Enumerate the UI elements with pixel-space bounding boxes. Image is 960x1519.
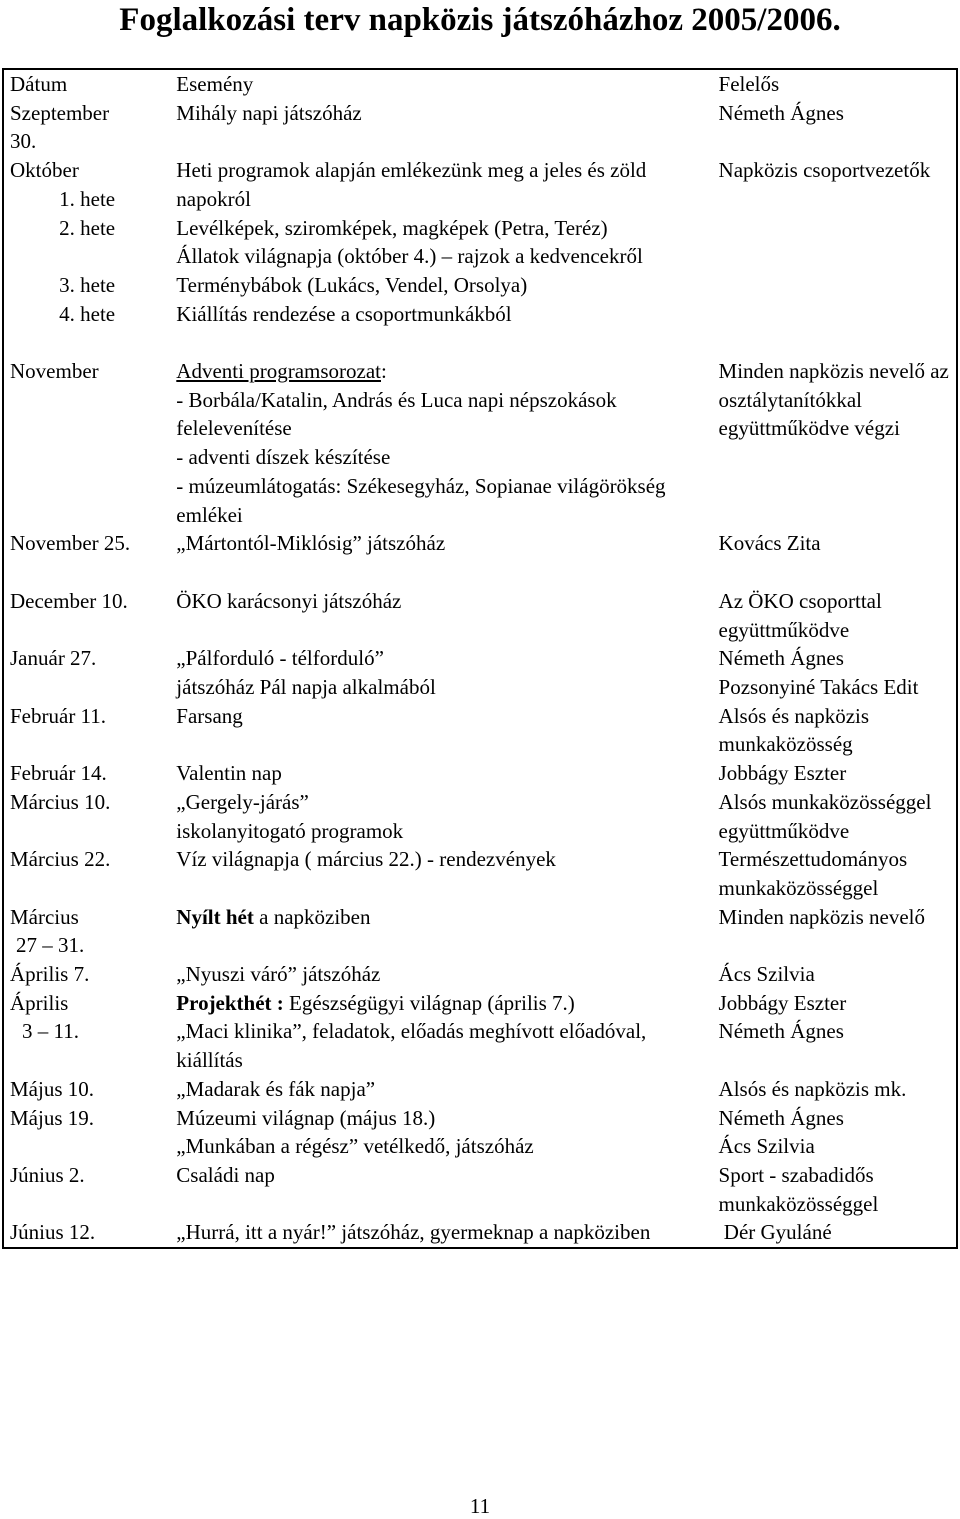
table-row-november bbox=[3, 357, 957, 529]
event-line: iskolanyitogató programok bbox=[176, 818, 404, 843]
event-cell: Családi nap bbox=[176, 1162, 275, 1187]
event-line: „Munkában a régész” vetélkedő, játszóház bbox=[176, 1134, 534, 1159]
date-cell: Február 14. bbox=[10, 761, 107, 786]
responsible-cell bbox=[713, 989, 957, 1075]
date-range: 3 – 11. bbox=[22, 1019, 79, 1044]
table-row-mar27 bbox=[3, 903, 957, 960]
event-cell bbox=[170, 156, 712, 357]
table-row-feb11 bbox=[3, 702, 957, 759]
responsible-cell: Alsós munkaközösséggel együttműködve bbox=[718, 789, 932, 843]
date-cell: Március 22. bbox=[10, 847, 111, 872]
week-label: 2. hete bbox=[59, 215, 116, 240]
event-item: - adventi díszek készítése bbox=[176, 445, 391, 470]
date-cell: November 25. bbox=[10, 531, 131, 556]
responsible-cell: Ács Szilvia bbox=[718, 962, 815, 987]
event-bold: Nyílt hét bbox=[176, 904, 254, 929]
event-rest: Egészségügyi világnap (április 7.) bbox=[283, 990, 575, 1015]
responsible-cell: Az ÖKO csoporttal együttműködve bbox=[718, 588, 882, 642]
table-row-may10 bbox=[3, 1075, 957, 1104]
date-cell: Április 7. bbox=[10, 962, 90, 987]
event-line: „Pálforduló - télforduló” bbox=[176, 646, 384, 671]
responsible-cell: Minden napközis nevelő bbox=[718, 904, 925, 929]
date-cell: November bbox=[10, 359, 99, 383]
event-cell: Mihály napi játszóház bbox=[176, 100, 362, 125]
event-cell bbox=[170, 357, 712, 529]
activity-plan-table bbox=[2, 68, 958, 1249]
table-row-october bbox=[3, 156, 957, 357]
table-row-jun12 bbox=[3, 1218, 957, 1248]
responsible-line: Pozsonyiné Takács Edit bbox=[718, 675, 919, 700]
event-item: Terménybábok (Lukács, Vendel, Orsolya) bbox=[176, 272, 528, 297]
heading-colon: : bbox=[381, 359, 387, 383]
event-line bbox=[176, 989, 706, 1018]
event-cell: Valentin nap bbox=[176, 761, 282, 786]
responsible-cell: Dér Gyuláné bbox=[718, 1220, 832, 1245]
table-row-dec10 bbox=[3, 587, 957, 644]
event-item: Kiállítás rendezése a csoportmunkákból bbox=[176, 301, 512, 326]
responsible-line: Ács Szilvia bbox=[718, 1134, 815, 1159]
table-row-jun2 bbox=[3, 1161, 957, 1218]
date-cell: Január 27. bbox=[10, 646, 97, 671]
date-cell: Június 2. bbox=[10, 1162, 85, 1187]
advent-heading: Adventi programsorozat bbox=[176, 359, 381, 383]
responsible-cell bbox=[713, 644, 957, 701]
date-cell: Május 10. bbox=[10, 1076, 94, 1101]
date-cell bbox=[3, 903, 170, 960]
event-cell bbox=[170, 788, 712, 845]
table-row-may19 bbox=[3, 1104, 957, 1161]
event-cell: „Hurrá, itt a nyár!” játszóház, gyermeknap a napköziben bbox=[176, 1220, 651, 1245]
date-line: Március bbox=[10, 904, 79, 929]
week-label: 3. hete bbox=[59, 272, 116, 297]
event-line: játszóház Pál napja alkalmából bbox=[176, 675, 436, 700]
date-cell: Május 19. bbox=[10, 1105, 94, 1130]
responsible-cell: Sport - szabadidős munkaközösséggel bbox=[718, 1162, 879, 1216]
event-cell: Farsang bbox=[176, 703, 243, 728]
responsible-line: Németh Ágnes bbox=[718, 646, 844, 671]
date-cell: Március 10. bbox=[10, 789, 111, 814]
responsible-cell: Jobbágy Eszter bbox=[718, 761, 847, 786]
header-responsible: Felelős bbox=[718, 72, 780, 96]
event-rest: a napköziben bbox=[253, 904, 371, 929]
responsible-line: Németh Ágnes bbox=[718, 1105, 844, 1130]
date-cell bbox=[3, 156, 170, 357]
table-row-apr3 bbox=[3, 989, 957, 1075]
table-spacer-row bbox=[3, 558, 957, 587]
event-item: Állatok világnapja (október 4.) – rajzok a kedvencekről bbox=[176, 244, 643, 269]
event-heading bbox=[176, 357, 706, 386]
event-line: Múzeumi világnap (május 18.) bbox=[176, 1105, 436, 1130]
page-number: 11 bbox=[469, 1494, 491, 1518]
date-range: 27 – 31. bbox=[16, 933, 85, 958]
date-cell: December 10. bbox=[10, 588, 128, 613]
event-cell: ÖKO karácsonyi játszóház bbox=[176, 588, 402, 613]
responsible-cell: Kovács Zita bbox=[718, 531, 821, 556]
event-item: - múzeumlátogatás: Székesegyház, Sopianae világörökség emlékei bbox=[176, 473, 666, 527]
event-cell bbox=[170, 989, 712, 1075]
responsible-cell: Napközis csoportvezetők bbox=[718, 158, 931, 183]
header-event: Esemény bbox=[176, 72, 254, 96]
event-cell: „Madarak és fák napja” bbox=[176, 1076, 376, 1101]
responsible-cell: Természettudományos munkaközösséggel bbox=[718, 847, 908, 900]
event-line: „Gergely-járás” bbox=[176, 789, 309, 814]
date-line: 30. bbox=[10, 129, 37, 154]
table-row-jan27 bbox=[3, 644, 957, 701]
responsible-cell: Alsós és napközis mk. bbox=[718, 1076, 907, 1101]
date-line: Szeptember bbox=[10, 100, 110, 125]
event-cell: Víz világnapja ( március 22.) - rendezvények bbox=[176, 847, 556, 872]
responsible-cell: Németh Ágnes bbox=[718, 100, 844, 125]
table-row-september bbox=[3, 99, 957, 156]
spacer bbox=[10, 242, 164, 271]
event-item: Levélképek, sziromképek, magképek (Petra, Teréz) bbox=[176, 215, 608, 240]
date-cell: Február 11. bbox=[10, 703, 107, 728]
event-cell bbox=[170, 1104, 712, 1161]
table-row-mar10 bbox=[3, 788, 957, 845]
date-cell bbox=[3, 989, 170, 1075]
responsible-line: Németh Ágnes bbox=[718, 1019, 844, 1044]
responsible-cell: Alsós és napközis munkaközösség bbox=[718, 703, 870, 757]
event-cell: „Mártontól-Miklósig” játszóház bbox=[176, 531, 446, 556]
date-month: Október bbox=[10, 158, 79, 183]
date-cell bbox=[3, 99, 170, 156]
event-item: - Borbála/Katalin, András és Luca napi népszokások felelevenítése bbox=[176, 387, 617, 441]
event-cell bbox=[170, 903, 712, 960]
event-intro: Heti programok alapján emlékezünk meg a jeles és zöld napokról bbox=[176, 158, 647, 211]
page-title: Foglalkozási terv napközis játszóházhoz 2005/2006. bbox=[119, 2, 841, 38]
week-label: 4. hete bbox=[59, 301, 116, 326]
spacer bbox=[10, 328, 164, 357]
event-cell bbox=[170, 644, 712, 701]
table-row-mar22 bbox=[3, 845, 957, 902]
date-cell: Június 12. bbox=[10, 1220, 96, 1245]
table-row-nov25 bbox=[3, 529, 957, 558]
responsible-line: Jobbágy Eszter bbox=[718, 990, 847, 1015]
header-date: Dátum bbox=[10, 72, 68, 96]
table-header-row bbox=[3, 69, 957, 99]
table-row-feb14 bbox=[3, 759, 957, 788]
table-row-apr7 bbox=[3, 960, 957, 989]
responsible-cell bbox=[713, 1104, 957, 1161]
event-cell: „Nyuszi váró” játszóház bbox=[176, 962, 381, 987]
date-line: Április bbox=[10, 990, 69, 1015]
event-bold: Projekthét : bbox=[176, 990, 284, 1015]
event-line: „Maci klinika”, feladatok, előadás meghívott előadóval, kiállítás bbox=[176, 1019, 647, 1073]
responsible-cell: Minden napközis nevelő az osztálytanítókkal együttműködve végzi bbox=[718, 359, 949, 441]
week-label: 1. hete bbox=[59, 186, 116, 211]
